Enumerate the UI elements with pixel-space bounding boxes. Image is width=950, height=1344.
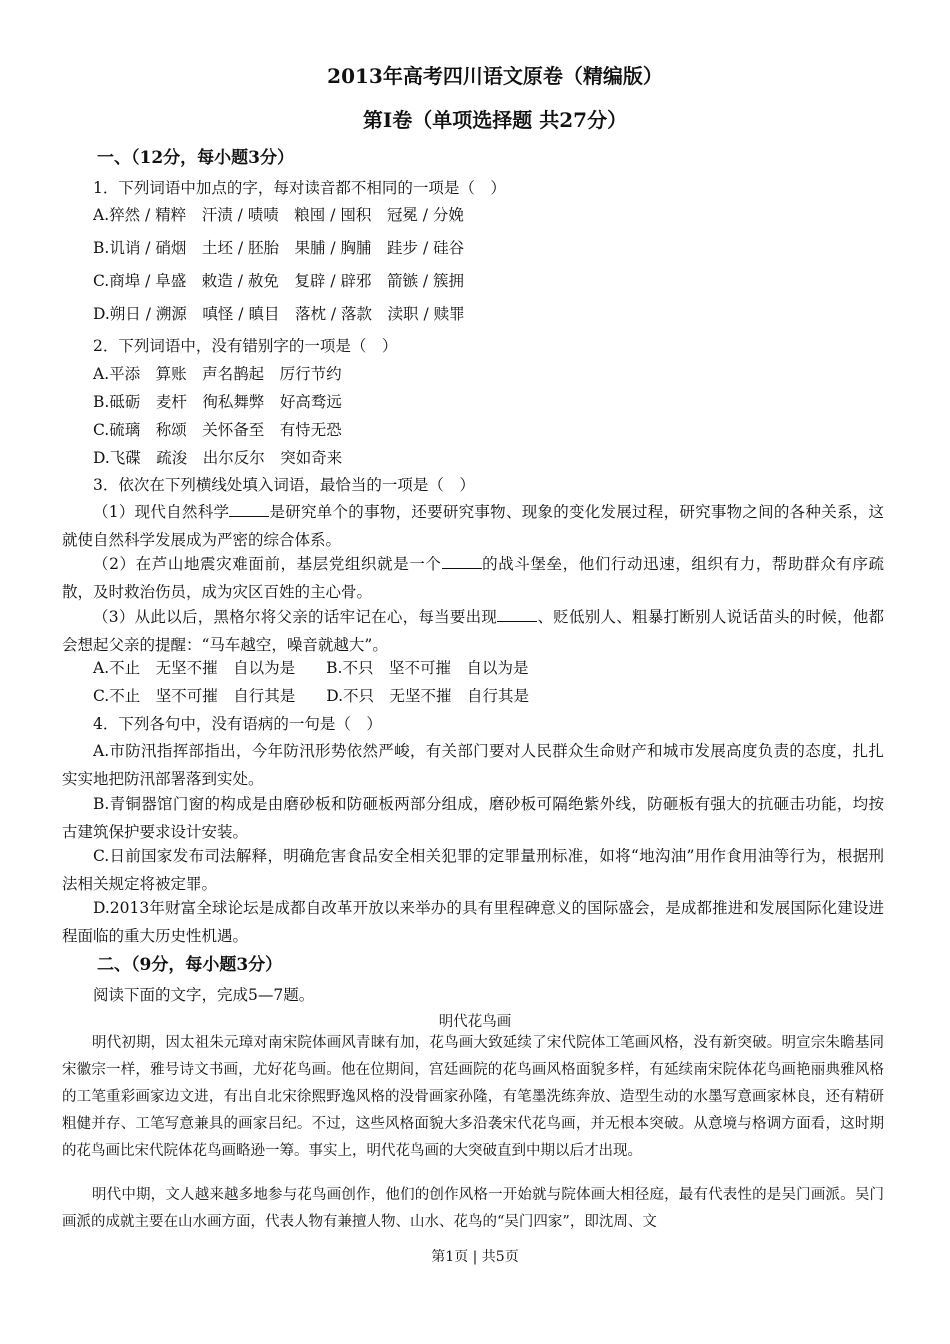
question-3-options-ab: A.不止 无坚不摧 自以为是 B.不只 坚不可摧 自以为是 [93,659,529,677]
question-4-option-d: D.2013年财富全球论坛是成都自改革开放以来举办的具有里程碑意义的国际盛会，是成都推进和发展国际化建设进程面临的重大历史性机遇。 [62,899,884,945]
question-2-option-c: C.硫璃 称颂 关怀备至 有恃无恐 [93,421,342,439]
question-3-options-cd: C.不止 坚不可摧 自行其是 D.不只 无坚不摧 自行其是 [93,687,530,705]
sentence-text: 、贬低别人、粗暴打断别人说话苗头的时候，他都会想起父亲的提醒：“马车越空，噪音就越大”。 [62,608,884,654]
question-1-option-c: C.商埠 / 阜盛 敕造 / 赦免 复辟 / 辟邪 箭镞 / 簇拥 [93,272,465,290]
page-footer: 第1页 | 共5页 [431,1249,519,1265]
sentence-text: （1）现代自然科学 [93,503,230,521]
question-4-stem: 4．下列各句中，没有语病的一句是（ ） [93,715,382,733]
article-title: 明代花鸟画 [438,1014,512,1030]
question-1-option-b: B.讥诮 / 硝烟 土坯 / 胚胎 果脯 / 胸脯 跬步 / 硅谷 [93,239,465,257]
question-2-stem: 2．下列词语中，没有错别字的一项是（ ） [93,337,398,355]
sentence-text: （3）从此以后，黑格尔将父亲的话牢记在心，每当要出现 [93,608,498,626]
sentence-text: （2）在芦山地震灾难面前，基层党组织就是一个 [93,555,442,573]
question-4-option-c: C.日前国家发布司法解释，明确危害食品安全相关犯罪的定罪量刑标准，如将“地沟油”用作食用油等行为，根据刑法相关规定将被定罪。 [62,847,884,893]
question-3-sentence-3 [62,603,884,659]
fill-blank [229,502,269,517]
question-2-option-b: B.砥砺 麦杆 徇私舞弊 好高骛远 [93,393,342,411]
question-1-option-d: D.朔日 / 溯源 嗔怪 / 瞋目 落枕 / 落款 渎职 / 赎罪 [93,305,465,323]
exam-subtitle: 第Ⅰ卷（单项选择题 共27分） [362,108,628,132]
question-3-sentence-2 [62,550,884,606]
question-2-option-a: A.平添 算账 声名鹊起 厉行节约 [93,365,342,383]
fill-blank [442,554,482,569]
article-paragraph-1: 明代初期，因太祖朱元璋对南宋院体画风青睐有加，花鸟画大致延续了宋代院体工笔画风格，没有新突破。明宣宗朱瞻基同宋徽宗一样，雅号诗文书画，尤好花鸟画。他在位期间，宫廷画院的花鸟画风格面貌多样，有延续南宋院体花鸟画艳丽典雅风格的工笔重彩画家边文进，有出自北宋徐熙野逸风格的没骨画家孙隆，有笔墨洗练奔放、造型生动的水墨写意画家林良，还有精研粗健并存、工笔写意兼具的画家吕纪。不过，这些风格面貌大多沿袭宋代花鸟画，并无根本突破。从意境与格调方面看，这时期的花鸟画比宋代院体花鸟画略逊一筹。事实上，明代花鸟画的大突破直到中期以后才出现。 [62,1035,884,1159]
question-4-option-b: B.青铜器馆门窗的构成是由磨砂板和防砸板两部分组成，磨砂板可隔绝紫外线，防砸板有强大的抗砸击功能，均按古建筑保护要求设计安装。 [62,795,884,841]
reading-instruction: 阅读下面的文字，完成5—7题。 [93,986,315,1004]
fill-blank [497,607,537,622]
section-heading-1: 一、（12分，每小题3分） [97,148,294,168]
question-3-stem: 3．依次在下列横线处填入词语，最恰当的一项是（ ） [93,476,475,494]
section-heading-2: 二、（9分，每小题3分） [97,955,283,975]
question-4-option-a: A.市防汛指挥部指出，今年防汛形势依然严峻，有关部门要对人民群众生命财产和城市发展高度负责的态度，扎扎实实地把防汛部署落到实处。 [62,742,884,788]
question-3-sentence-1 [62,498,884,554]
article-paragraph-2: 明代中期，文人越来越多地参与花鸟画创作，他们的创作风格一开始就与院体画大相径庭，最有代表性的是吴门画派。吴门画派的成就主要在山水画方面，代表人物有兼擅人物、山水、花鸟的“吴门四家”，即沈周、文 [62,1187,884,1230]
question-1-stem: 1．下列词语中加点的字，每对读音都不相同的一项是（ ） [93,179,506,197]
question-2-option-d: D.飞碟 疏浚 出尔反尔 突如奇来 [93,449,343,467]
question-1-option-a: A.猝然 / 精粹 汗渍 / 啧啧 粮囤 / 囤积 冠冕 / 分娩 [93,206,464,224]
sentence-text: 是研究单个的事物，还要研究事物、现象的变化发展过程，研究事物之间的各种关系，这就使自然科学发展成为严密的综合体系。 [62,503,884,549]
sentence-text: 的战斗堡垒，他们行动迅速，组织有力，帮助群众有序疏散，及时救治伤员，成为灾区百姓的主心骨。 [62,555,884,601]
exam-title: 2013年高考四川语文原卷（精编版） [327,64,663,88]
